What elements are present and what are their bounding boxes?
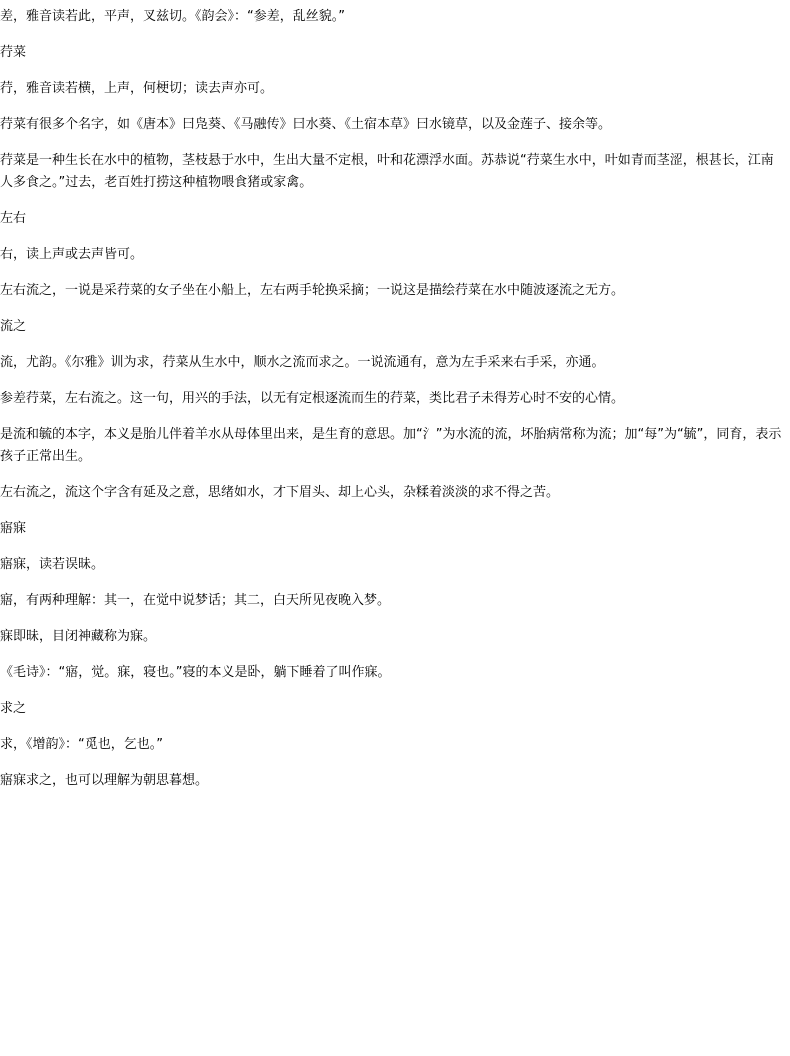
paragraph: 左右流之，一说是采荇菜的女子坐在小船上，左右两手轮换采摘；一说这是描绘荇菜在水中随波逐流之无方。 <box>0 283 625 298</box>
paragraph: 右，读上声或去声皆可。 <box>0 247 144 262</box>
paragraph: 左右流之，流这个字含有延及之意，思绪如水，才下眉头、却上心头，杂糅着淡淡的求不得之苦。 <box>0 485 560 500</box>
paragraph: 是流和毓的本字，本义是胎儿伴着羊水从母体里出来，是生育的意思。加“氵”为水流的流，坏胎病常称为流；加“每”为“毓”，同育，表示孩子正常出生。 <box>0 427 782 464</box>
paragraph: 《毛诗》：“寤，觉。寐，寝也。”寝的本义是卧，躺下睡着了叫作寐。 <box>0 665 391 680</box>
paragraph: 荇菜有很多个名字，如《唐本》曰凫葵、《马融传》曰水葵、《土宿本草》曰水镜草，以及金莲子、接余等。 <box>0 117 612 132</box>
section-heading: 流之 <box>0 319 27 334</box>
paragraph: 寐即昧，目闭神藏称为寐。 <box>0 629 157 644</box>
paragraph: 参差荇菜，左右流之。这一句，用兴的手法，以无有定根逐流而生的荇菜，类比君子未得芳心时不安的心情。 <box>0 391 625 406</box>
paragraph: 寤，有两种理解：其一，在觉中说梦话；其二，白天所见夜晚入梦。 <box>0 593 391 608</box>
section-heading: 荇菜 <box>0 45 27 60</box>
paragraph: 荇，雅音读若横，上声，何梗切；读去声亦可。 <box>0 81 274 96</box>
section-heading: 左右 <box>0 211 27 226</box>
paragraph: 差，雅音读若此，平声，叉兹切。《韵会》：“参差，乱丝貌。” <box>0 9 345 24</box>
paragraph: 寤寐求之，也可以理解为朝思暮想。 <box>0 773 209 788</box>
paragraph: 寤寐，读若误昧。 <box>0 557 105 572</box>
section-heading: 求之 <box>0 701 27 716</box>
section-heading: 寤寐 <box>0 521 27 536</box>
paragraph: 求，《增韵》：“觅也，乞也。” <box>0 737 163 752</box>
paragraph: 流，尤韵。《尔雅》训为求，荇菜从生水中，顺水之流而求之。一说流通有，意为左手采来右手采，亦通。 <box>0 355 605 370</box>
paragraph: 荇菜是一种生长在水中的植物，茎枝悬于水中，生出大量不定根，叶和花漂浮水面。苏恭说“荇菜生水中，叶如青而茎涩，根甚长，江南人多食之。”过去，老百姓打捞这种植物喂食猪或家禽。 <box>0 153 774 190</box>
